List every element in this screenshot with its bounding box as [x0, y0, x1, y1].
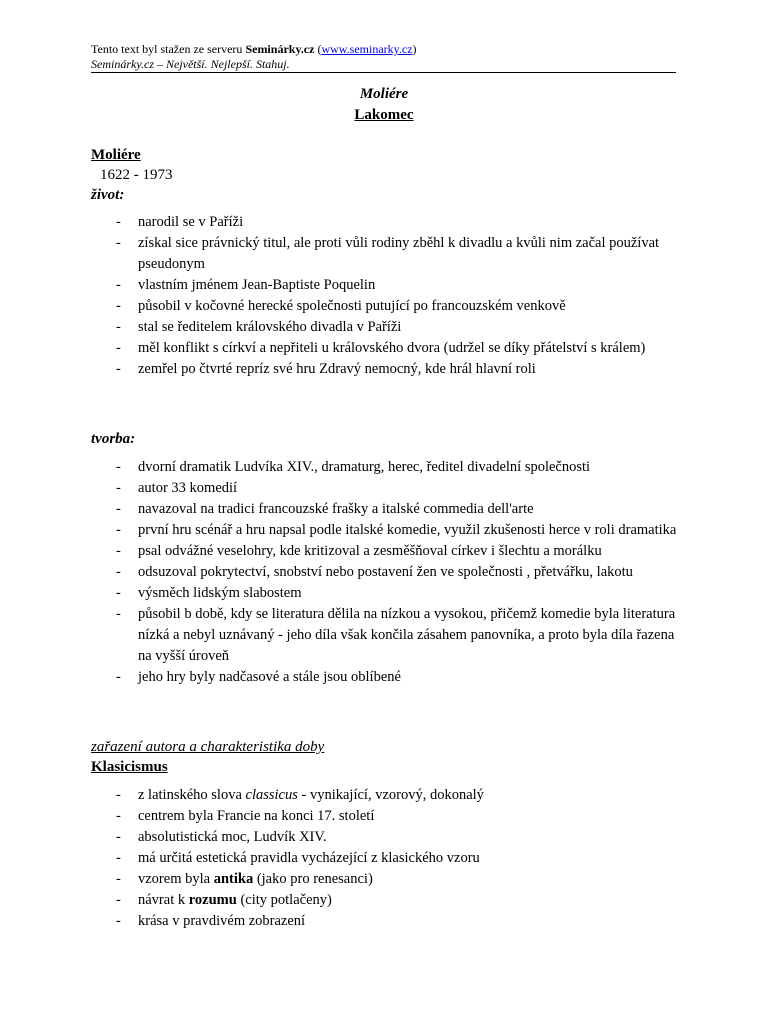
list-item	[0, 583, 678, 604]
list-item	[0, 869, 678, 890]
list-dash: -	[116, 669, 121, 685]
list-dash: -	[116, 564, 121, 580]
list-item-text: absolutistická moc, Ludvík XIV.	[138, 829, 327, 845]
list-item-text: získal sice právnický titul, ale proti vůli rodiny zběhl k divadlu a kvůli nim začal používat pseudonym	[138, 235, 660, 272]
list-item-text-end: - vynikající, vzorový, dokonalý	[297, 787, 484, 803]
author-name: Moliére	[91, 147, 141, 163]
list-item	[0, 541, 678, 562]
list-item-text: jeho hry byly nadčasové a stále jsou oblíbené	[138, 669, 401, 685]
list-dash: -	[116, 361, 121, 377]
list-dash: -	[116, 277, 121, 293]
list-item-text: působil v kočovné herecké společnosti putující po francouzském venkově	[138, 298, 566, 314]
header-url-link[interactable]: www.seminarky.cz	[321, 42, 413, 56]
list-item-text: dvorní dramatik Ludvíka XIV., dramaturg, herec, ředitel divadelní společnosti	[138, 459, 591, 475]
section-heading: zařazení autora a charakteristika doby	[91, 739, 325, 755]
list-dash: -	[116, 543, 121, 559]
list-item	[0, 667, 678, 688]
list-item-text: navazoval na tradici francouzské frašky a italské commedia dell'arte	[138, 501, 534, 517]
list-item	[0, 890, 678, 911]
header-line-1	[91, 42, 417, 57]
list-dash: -	[116, 319, 121, 335]
list-dash: -	[116, 850, 121, 866]
author-years: 1622 - 1973	[100, 167, 173, 183]
list-dash: -	[116, 235, 121, 251]
list-item	[0, 359, 678, 380]
section-subheading: Klasicismus	[91, 759, 168, 775]
list-dash: -	[116, 340, 121, 356]
list-item-text: krása v pravdivém zobrazení	[138, 913, 306, 929]
list-dash: -	[116, 606, 121, 622]
list-item-text: vzorem byla	[138, 871, 214, 887]
list-dash: -	[116, 871, 121, 887]
header-divider	[91, 72, 676, 73]
list-item	[0, 911, 678, 932]
list-item-text-end: (jako pro renesanci)	[253, 871, 373, 887]
list-item	[0, 478, 678, 499]
work-list	[0, 457, 768, 688]
list-item-text-end: (city potlačeny)	[236, 892, 332, 908]
list-dash: -	[116, 522, 121, 538]
list-item-text: narodil se v Paříži	[138, 214, 244, 230]
list-item-text: autor 33 komedií	[138, 480, 238, 496]
list-dash: -	[116, 808, 121, 824]
list-item-emphasis: classicus	[245, 787, 298, 803]
list-item-text: z latinského slova	[138, 787, 246, 803]
list-item-text: první hru scénář a hru napsal podle italské komedie, využil zkušenosti herce v roli dramatika	[138, 522, 677, 538]
list-item-strong: antika	[213, 871, 254, 887]
header-site-name: Seminárky.cz	[245, 42, 315, 56]
list-dash: -	[116, 459, 121, 475]
list-dash: -	[116, 585, 121, 601]
list-dash: -	[116, 501, 121, 517]
list-item	[0, 604, 678, 667]
list-item	[0, 562, 678, 583]
list-item-text: má určitá estetická pravidla vycházející z klasického vzoru	[138, 850, 480, 866]
list-item-text: stal se ředitelem královského divadla v Paříži	[138, 319, 402, 335]
header-line-2: Seminárky.cz – Největší. Nejlepší. Stahuj.	[91, 57, 290, 71]
header-prefix: Tento text byl stažen ze serveru	[91, 42, 246, 56]
list-item-text: zemřel po čtvrté repríz své hru Zdravý nemocný, kde hrál hlavní roli	[138, 361, 536, 377]
list-item	[0, 827, 678, 848]
work-heading: tvorba:	[91, 431, 136, 447]
document-subtitle: Lakomec	[354, 107, 414, 123]
list-item-text: vlastním jménem Jean-Baptiste Poquelin	[138, 277, 376, 293]
list-item-text: výsměch lidským slabostem	[138, 585, 302, 601]
list-item-text: měl konflikt s církví a nepřiteli u královského dvora (udržel se díky přátelství s králem)	[138, 340, 646, 356]
list-item	[0, 233, 678, 275]
list-item	[0, 520, 678, 541]
list-item-strong: rozumu	[188, 892, 237, 908]
list-item	[0, 275, 678, 296]
list-dash: -	[116, 787, 121, 803]
list-item-text: návrat k	[138, 892, 189, 908]
header-paren-open: (	[314, 42, 322, 56]
life-list	[0, 212, 768, 380]
list-item	[0, 848, 678, 869]
list-item-text: psal odvážné veselohry, kde kritizoval a zesměšňoval církev i šlechtu a morálku	[138, 543, 602, 559]
list-item	[0, 499, 678, 520]
list-dash: -	[116, 298, 121, 314]
life-heading: život:	[91, 187, 125, 203]
list-item	[0, 785, 678, 806]
list-item	[0, 338, 678, 359]
document-title: Moliére	[359, 86, 409, 102]
list-dash: -	[116, 892, 121, 908]
page-header	[91, 42, 417, 72]
list-item-text: působil b době, kdy se literatura dělila na nízkou a vysokou, přičemž komedie byla literatura nízká a nebyl uznávaný - jeho díla však končila zásahem panovníka, a proto byla díla řazena na vyšší úroveň	[138, 606, 676, 664]
list-item	[0, 806, 678, 827]
list-dash: -	[116, 214, 121, 230]
list-item	[0, 212, 678, 233]
list-dash: -	[116, 829, 121, 845]
list-item	[0, 457, 678, 478]
list-item	[0, 317, 678, 338]
header-paren-close: )	[412, 42, 417, 56]
list-dash: -	[116, 913, 121, 929]
list-item	[0, 296, 678, 317]
list-item-text: centrem byla Francie na konci 17. století	[138, 808, 375, 824]
classicism-list	[0, 785, 768, 932]
list-item-text: odsuzoval pokrytectví, snobství nebo postavení žen ve společnosti , přetvářku, lakotu	[138, 564, 633, 580]
list-dash: -	[116, 480, 121, 496]
